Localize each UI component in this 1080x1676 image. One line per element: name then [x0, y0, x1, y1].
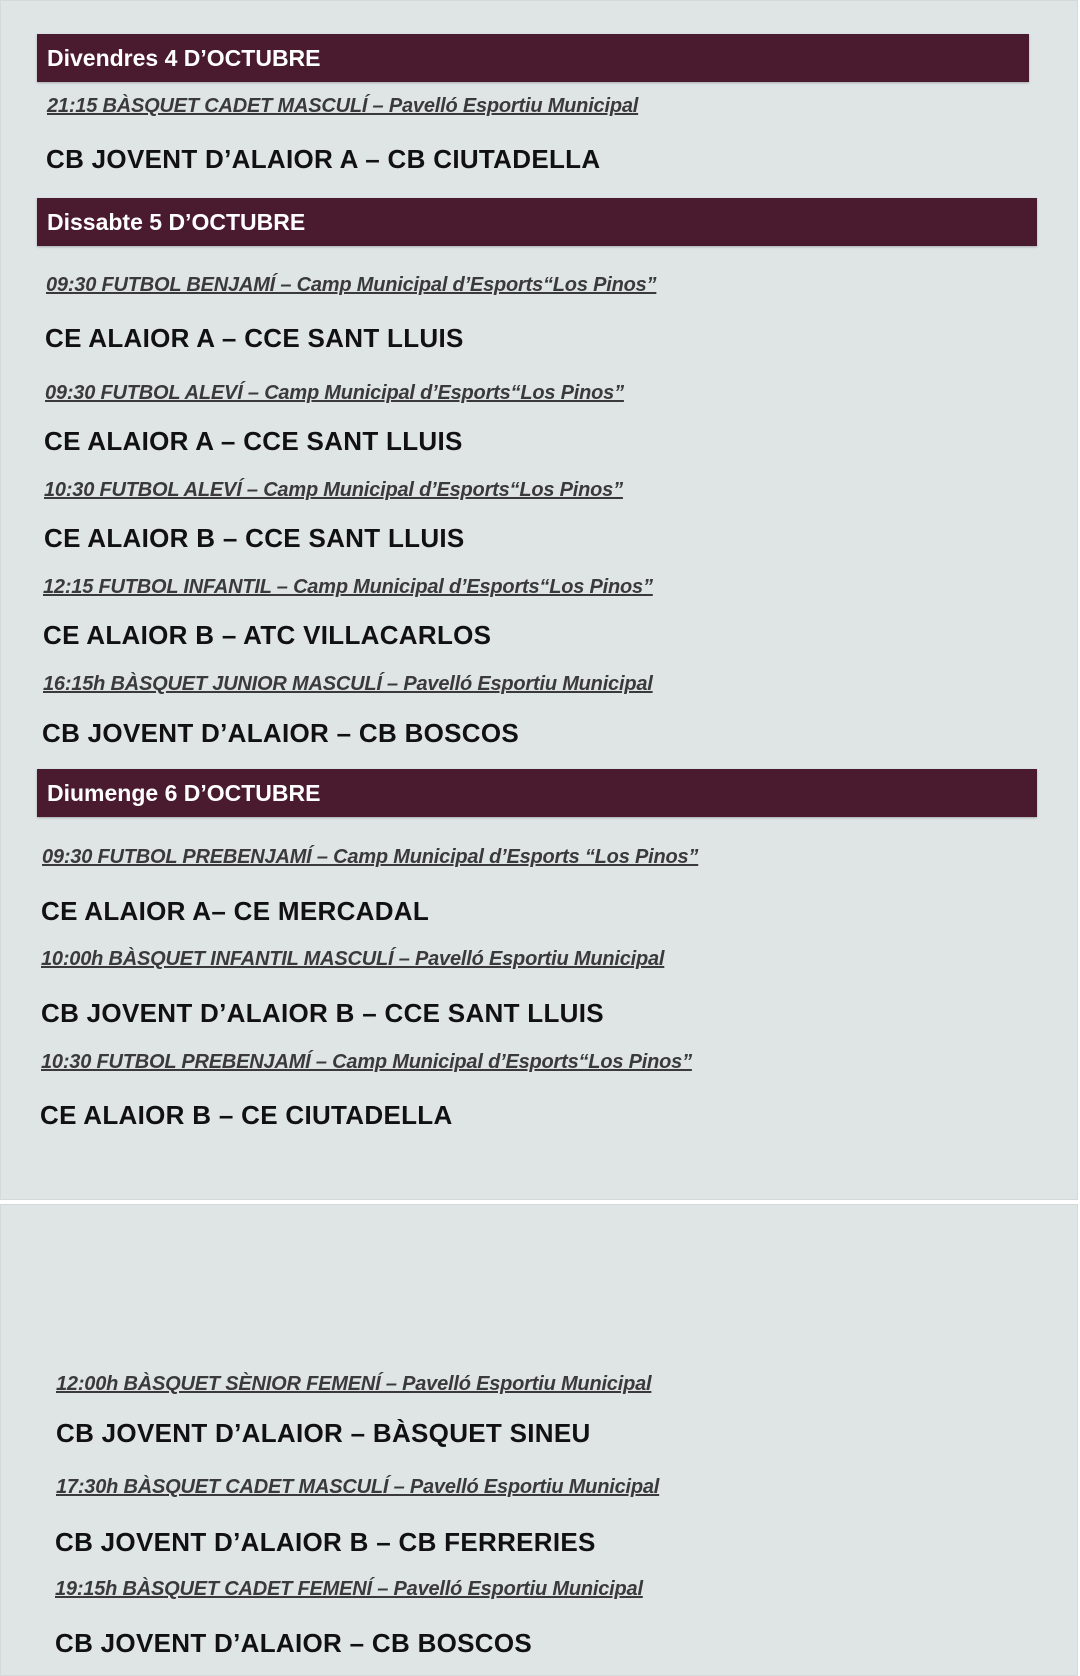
event-info: 12:15 FUTBOL INFANTIL – Camp Municipal d’Esports“Los Pinos”: [43, 576, 653, 598]
match-teams: CE ALAIOR A– CE MERCADAL: [41, 896, 430, 926]
event-info: 21:15 BÀSQUET CADET MASCULÍ – Pavelló Esportiu Municipal: [47, 95, 639, 117]
event-info: 10:30 FUTBOL ALEVÍ – Camp Municipal d’Esports“Los Pinos”: [44, 479, 623, 501]
event-info: 09:30 FUTBOL ALEVÍ – Camp Municipal d’Esports“Los Pinos”: [45, 382, 624, 404]
match-teams: CE ALAIOR A – CCE SANT LLUIS: [44, 426, 463, 456]
event-info: 10:30 FUTBOL PREBENJAMÍ – Camp Municipal d’Esports“Los Pinos”: [41, 1051, 692, 1073]
match-teams: CE ALAIOR A – CCE SANT LLUIS: [45, 323, 464, 353]
event-info: 16:15h BÀSQUET JUNIOR MASCULÍ – Pavelló Esportiu Municipal: [43, 673, 653, 695]
event-info: 09:30 FUTBOL BENJAMÍ – Camp Municipal d’Esports“Los Pinos”: [46, 274, 657, 296]
day-header-dissabte: Dissabte 5 D’OCTUBRE: [37, 198, 1037, 246]
day-header-diumenge: Diumenge 6 D’OCTUBRE: [37, 769, 1037, 817]
event-info: 19:15h BÀSQUET CADET FEMENÍ – Pavelló Esportiu Municipal: [55, 1578, 643, 1600]
match-teams: CB JOVENT D’ALAIOR B – CB FERRERIES: [55, 1527, 596, 1557]
match-teams: CB JOVENT D’ALAIOR B – CCE SANT LLUIS: [41, 998, 604, 1028]
day-header-divendres: Divendres 4 D’OCTUBRE: [37, 34, 1029, 82]
match-teams: CE ALAIOR B – CCE SANT LLUIS: [44, 523, 465, 553]
match-teams: CB JOVENT D’ALAIOR – CB BOSCOS: [42, 718, 520, 748]
match-teams: CB JOVENT D’ALAIOR – CB BOSCOS: [55, 1628, 533, 1658]
schedule-panel-bottom: [0, 1204, 1078, 1676]
match-teams: CB JOVENT D’ALAIOR A – CB CIUTADELLA: [46, 144, 601, 174]
event-info: 10:00h BÀSQUET INFANTIL MASCULÍ – Pavelló Esportiu Municipal: [41, 948, 665, 970]
match-teams: CB JOVENT D’ALAIOR – BÀSQUET SINEU: [56, 1418, 591, 1448]
event-info: 12:00h BÀSQUET SÈNIOR FEMENÍ – Pavelló Esportiu Municipal: [56, 1373, 652, 1395]
event-info: 09:30 FUTBOL PREBENJAMÍ – Camp Municipal d’Esports “Los Pinos”: [42, 846, 699, 868]
match-teams: CE ALAIOR B – ATC VILLACARLOS: [43, 620, 492, 650]
match-teams: CE ALAIOR B – CE CIUTADELLA: [40, 1100, 453, 1130]
event-info: 17:30h BÀSQUET CADET MASCULÍ – Pavelló Esportiu Municipal: [56, 1476, 660, 1498]
